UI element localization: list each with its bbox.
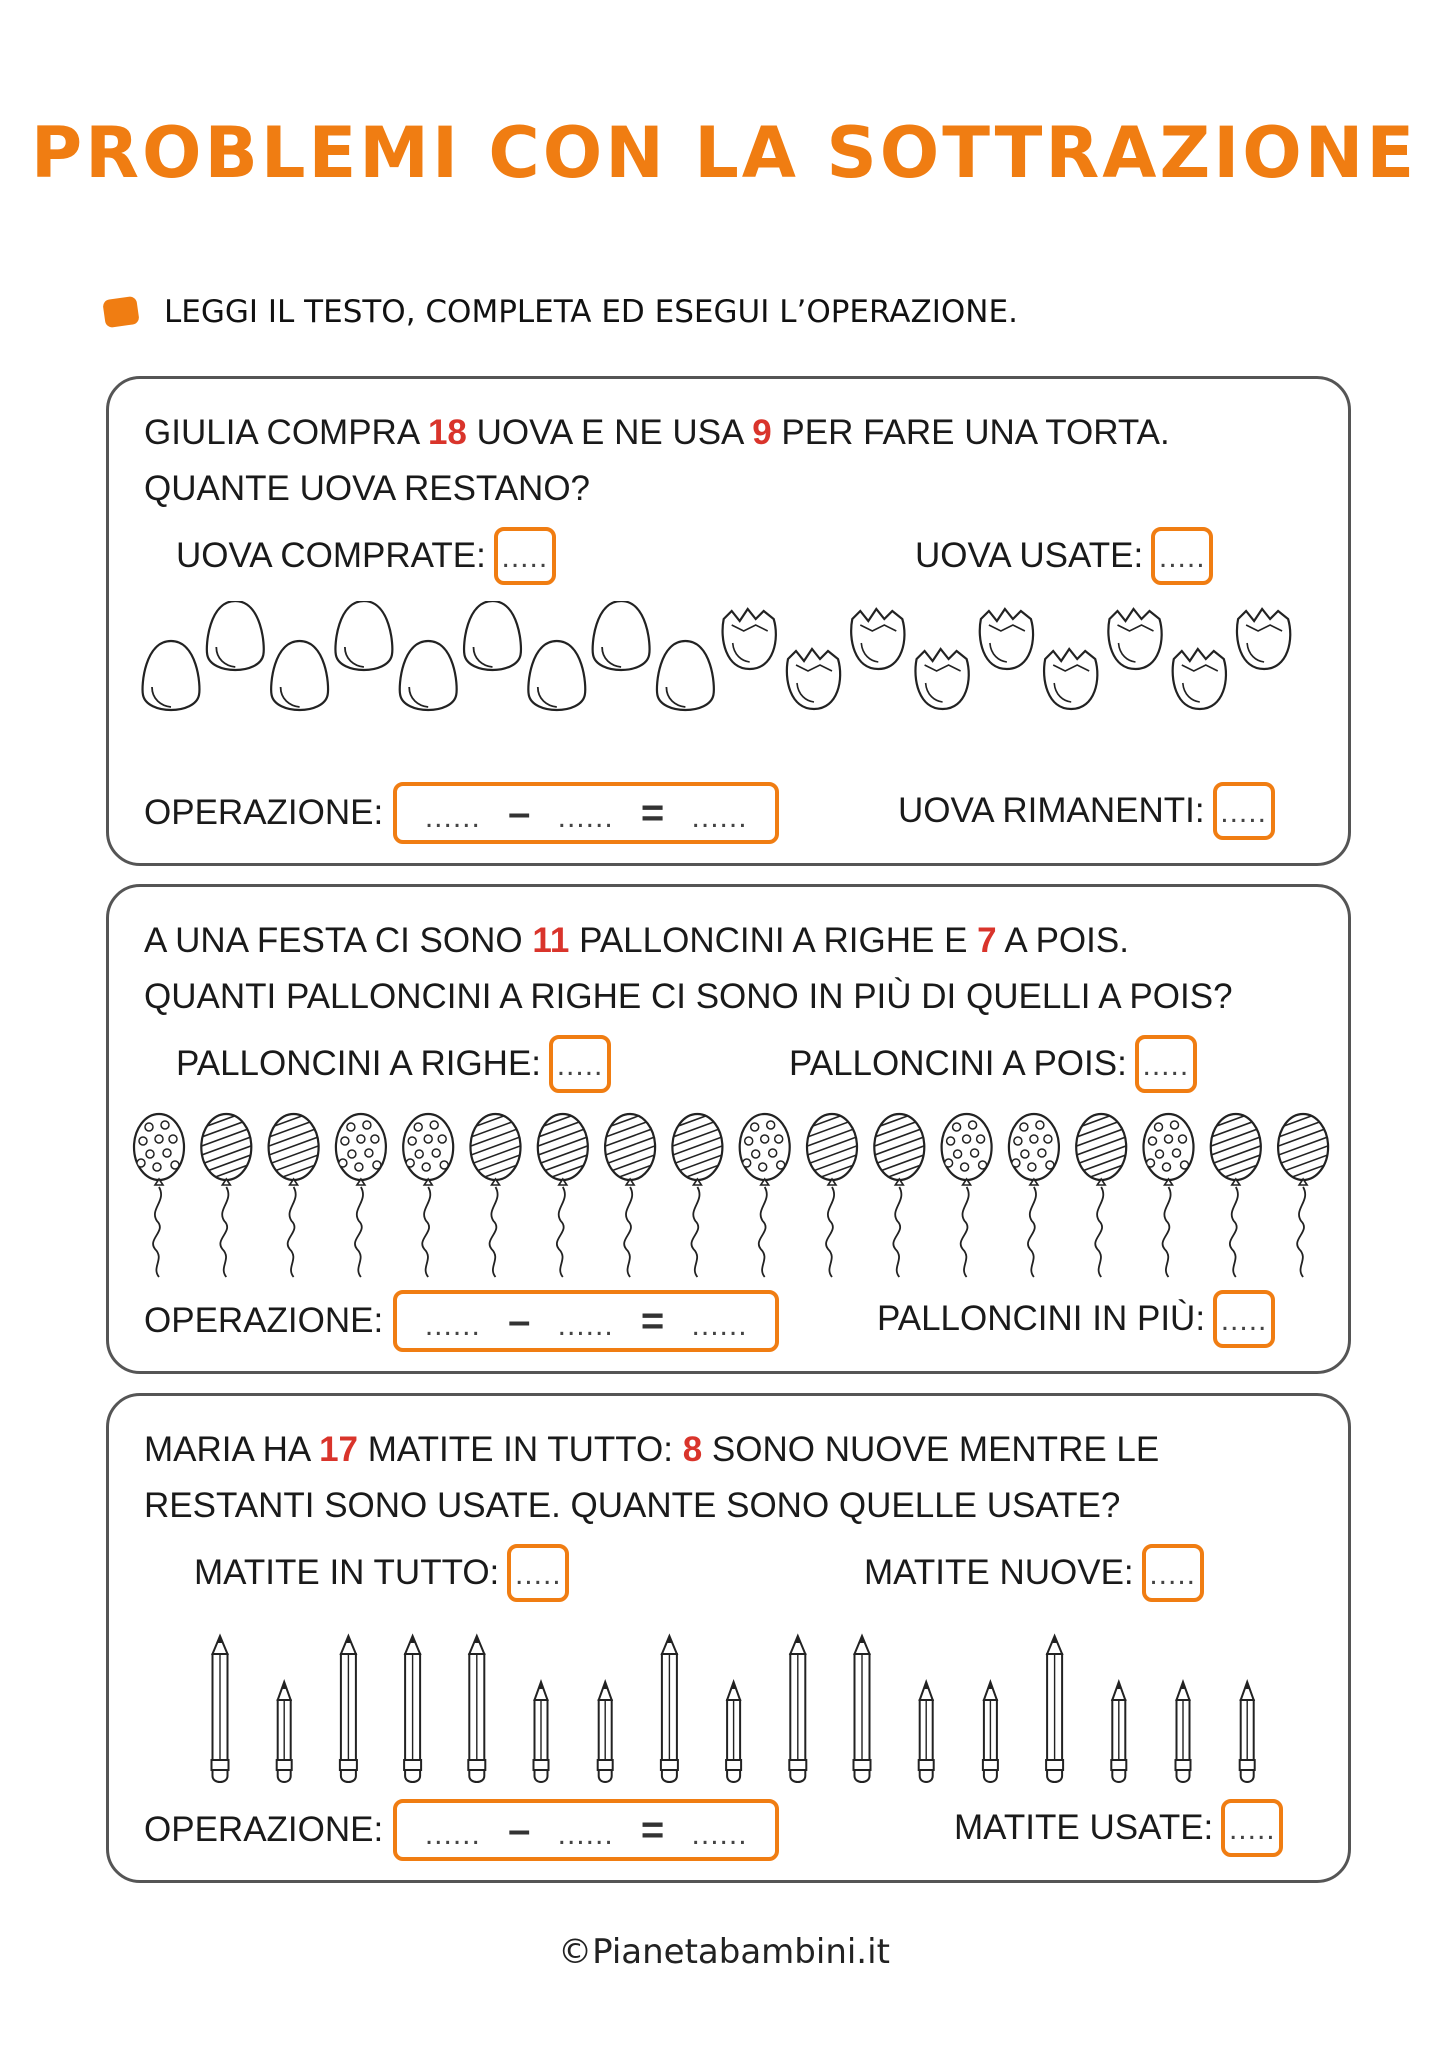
striped-balloon-icon [600, 1109, 660, 1277]
operand-blank-2[interactable]: ...... [557, 1818, 614, 1851]
problem-text-segment: MARIA HA [144, 1430, 320, 1469]
egg-icon [464, 601, 521, 670]
operation-label: OPERAZIONE: [144, 793, 384, 832]
striped-balloon-icon [196, 1109, 256, 1277]
answer-box-a[interactable]: ..... [549, 1035, 611, 1093]
given-value-a [176, 1035, 611, 1093]
highlighted-number: 8 [682, 1430, 703, 1469]
given-label-a: PALLONCINI A RIGHE: [176, 1044, 542, 1083]
given-label-a: UOVA COMPRATE: [176, 536, 486, 575]
given-label-a: MATITE IN TUTTO: [194, 1553, 500, 1592]
given-label-b: PALLONCINI A POIS: [789, 1044, 1127, 1083]
answer-box-b[interactable]: ..... [1142, 1544, 1204, 1602]
picture-row [109, 601, 1348, 771]
answer-box-a[interactable]: ..... [494, 527, 556, 585]
egg-icon [400, 641, 457, 710]
cracked-egg-icon [980, 609, 1033, 669]
new-pencil-icon [340, 1636, 357, 1782]
highlighted-number: 7 [977, 921, 997, 960]
cracked-egg-icon [1108, 609, 1161, 669]
egg-icon [657, 641, 714, 710]
answer-box-a[interactable]: ..... [507, 1544, 569, 1602]
new-pencil-icon [404, 1636, 421, 1782]
used-pencil-icon [1176, 1682, 1191, 1782]
answer-box-result[interactable]: ..... [1213, 1290, 1275, 1348]
new-pencil-icon [1046, 1636, 1063, 1782]
problem-text-segment: PALLONCINI A RIGHE E [569, 921, 978, 960]
used-pencil-icon [726, 1682, 741, 1782]
given-value-a [194, 1544, 569, 1602]
polka-dot-balloon-icon [942, 1114, 992, 1277]
minus-sign: – [508, 1807, 531, 1852]
used-pencil-icon [277, 1682, 292, 1782]
problem-text-segment: GIULIA COMPRA [144, 413, 428, 452]
result-label: UOVA RIMANENTI: [898, 791, 1205, 830]
cracked-egg-icon [723, 609, 776, 669]
polka-dot-balloon-icon [336, 1114, 386, 1277]
polka-dot-balloon-icon [134, 1114, 184, 1277]
problem-text-line-2: RESTANTI SONO USATE. QUANTE SONO QUELLE USATE? [144, 1486, 1121, 1525]
problem-text-segment: PER FARE UNA TORTA. [771, 413, 1170, 452]
egg-icon [143, 641, 200, 710]
operation-row [144, 1290, 779, 1352]
new-pencil-icon [854, 1636, 871, 1782]
operation-row [144, 782, 779, 844]
new-pencil-icon [661, 1636, 678, 1782]
answer-box-result[interactable]: ..... [1213, 782, 1275, 840]
problem-card-1 [106, 376, 1351, 866]
striped-balloon-icon [1071, 1109, 1131, 1277]
new-pencil-icon [212, 1636, 229, 1782]
striped-balloon-icon [802, 1109, 862, 1277]
operation-label: OPERAZIONE: [144, 1301, 384, 1340]
cracked-egg-icon [1044, 649, 1097, 709]
equals-sign: = [640, 1298, 665, 1343]
result-label: MATITE USATE: [954, 1808, 1214, 1847]
problem-text-segment: SONO NUOVE MENTRE LE [702, 1430, 1160, 1469]
operand-blank-2[interactable]: ...... [557, 1309, 614, 1342]
problem-card-3 [106, 1393, 1351, 1883]
used-pencil-icon [919, 1682, 934, 1782]
egg-icon [271, 641, 328, 710]
egg-icon [207, 601, 264, 670]
result-blank[interactable]: ...... [691, 801, 748, 834]
given-value-b [789, 1035, 1197, 1093]
problem-text-segment: A UNA FESTA CI SONO [144, 921, 533, 960]
egg-icon [593, 601, 650, 670]
operand-blank-1[interactable]: ...... [424, 1309, 481, 1342]
cracked-egg-icon [915, 649, 968, 709]
given-label-b: MATITE NUOVE: [864, 1553, 1134, 1592]
minus-sign: – [508, 790, 531, 835]
answer-box-b[interactable]: ..... [1151, 527, 1213, 585]
problem-text-line-1 [144, 413, 1170, 453]
striped-balloon-icon [466, 1109, 526, 1277]
minus-sign: – [508, 1298, 531, 1343]
result-row [877, 1290, 1275, 1348]
given-value-a [176, 527, 556, 585]
striped-balloon-icon [1206, 1109, 1266, 1277]
result-blank[interactable]: ...... [691, 1309, 748, 1342]
picture-row [109, 1109, 1348, 1279]
polka-dot-balloon-icon [1009, 1114, 1059, 1277]
new-pencil-icon [468, 1636, 485, 1782]
problem-text-segment: UOVA E NE USA [466, 413, 753, 452]
given-value-b [864, 1544, 1204, 1602]
egg-icon [528, 641, 585, 710]
striped-balloon-icon [1273, 1109, 1333, 1277]
equals-sign: = [640, 790, 665, 835]
used-pencil-icon [598, 1682, 613, 1782]
problem-text-segment: A POIS. [996, 921, 1129, 960]
highlighted-number: 18 [427, 413, 467, 452]
highlighted-number: 17 [319, 1430, 358, 1469]
polka-dot-balloon-icon [740, 1114, 790, 1277]
used-pencil-icon [983, 1682, 998, 1782]
given-label-b: UOVA USATE: [915, 536, 1144, 575]
operand-blank-1[interactable]: ...... [424, 1818, 481, 1851]
cracked-egg-icon [851, 609, 904, 669]
operation-box[interactable] [393, 1799, 779, 1861]
bullet-icon [102, 296, 140, 328]
cracked-egg-icon [1173, 649, 1226, 709]
footer-credit: ©Pianetabambini.it [558, 1932, 890, 1972]
result-row [898, 782, 1275, 840]
equals-sign: = [640, 1807, 665, 1852]
given-value-b [915, 527, 1213, 585]
operation-label: OPERAZIONE: [144, 1810, 384, 1849]
result-blank[interactable]: ...... [691, 1818, 748, 1851]
used-pencil-icon [1111, 1682, 1126, 1782]
operation-row [144, 1799, 779, 1861]
polka-dot-balloon-icon [403, 1114, 453, 1277]
striped-balloon-icon [264, 1109, 324, 1277]
problem-text-line-1 [144, 1430, 1159, 1470]
used-pencil-icon [1240, 1682, 1255, 1782]
answer-box-result[interactable]: ..... [1221, 1799, 1283, 1857]
highlighted-number: 11 [532, 921, 570, 960]
problem-text-line-2: QUANTE UOVA RESTANO? [144, 469, 591, 508]
striped-balloon-icon [869, 1109, 929, 1277]
polka-dot-balloon-icon [1144, 1114, 1194, 1277]
instruction [104, 288, 1018, 336]
new-pencil-icon [789, 1636, 806, 1782]
instruction-text: LEGGI IL TESTO, COMPLETA ED ESEGUI L’OPERAZIONE. [164, 294, 1018, 330]
striped-balloon-icon [667, 1109, 727, 1277]
striped-balloon-icon [533, 1109, 593, 1277]
operation-box[interactable] [393, 782, 779, 844]
cracked-egg-icon [787, 649, 840, 709]
result-row [954, 1799, 1283, 1857]
highlighted-number: 9 [752, 413, 772, 452]
operand-blank-2[interactable]: ...... [557, 801, 614, 834]
problem-text-line-1 [144, 921, 1129, 961]
result-label: PALLONCINI IN PIÙ: [877, 1299, 1206, 1338]
used-pencil-icon [534, 1682, 549, 1782]
problem-card-2 [106, 884, 1351, 1374]
operand-blank-1[interactable]: ...... [424, 801, 481, 834]
page-title: PROBLEMI CON LA SOTTRAZIONE [30, 112, 1418, 194]
cracked-egg-icon [1237, 609, 1290, 669]
problem-text-line-2: QUANTI PALLONCINI A RIGHE CI SONO IN PIÙ DI QUELLI A POIS? [144, 977, 1233, 1016]
answer-box-b[interactable]: ..... [1135, 1035, 1197, 1093]
picture-row [109, 1618, 1348, 1788]
operation-box[interactable] [393, 1290, 779, 1352]
egg-icon [335, 601, 392, 670]
problem-text-segment: MATITE IN TUTTO: [358, 1430, 683, 1469]
